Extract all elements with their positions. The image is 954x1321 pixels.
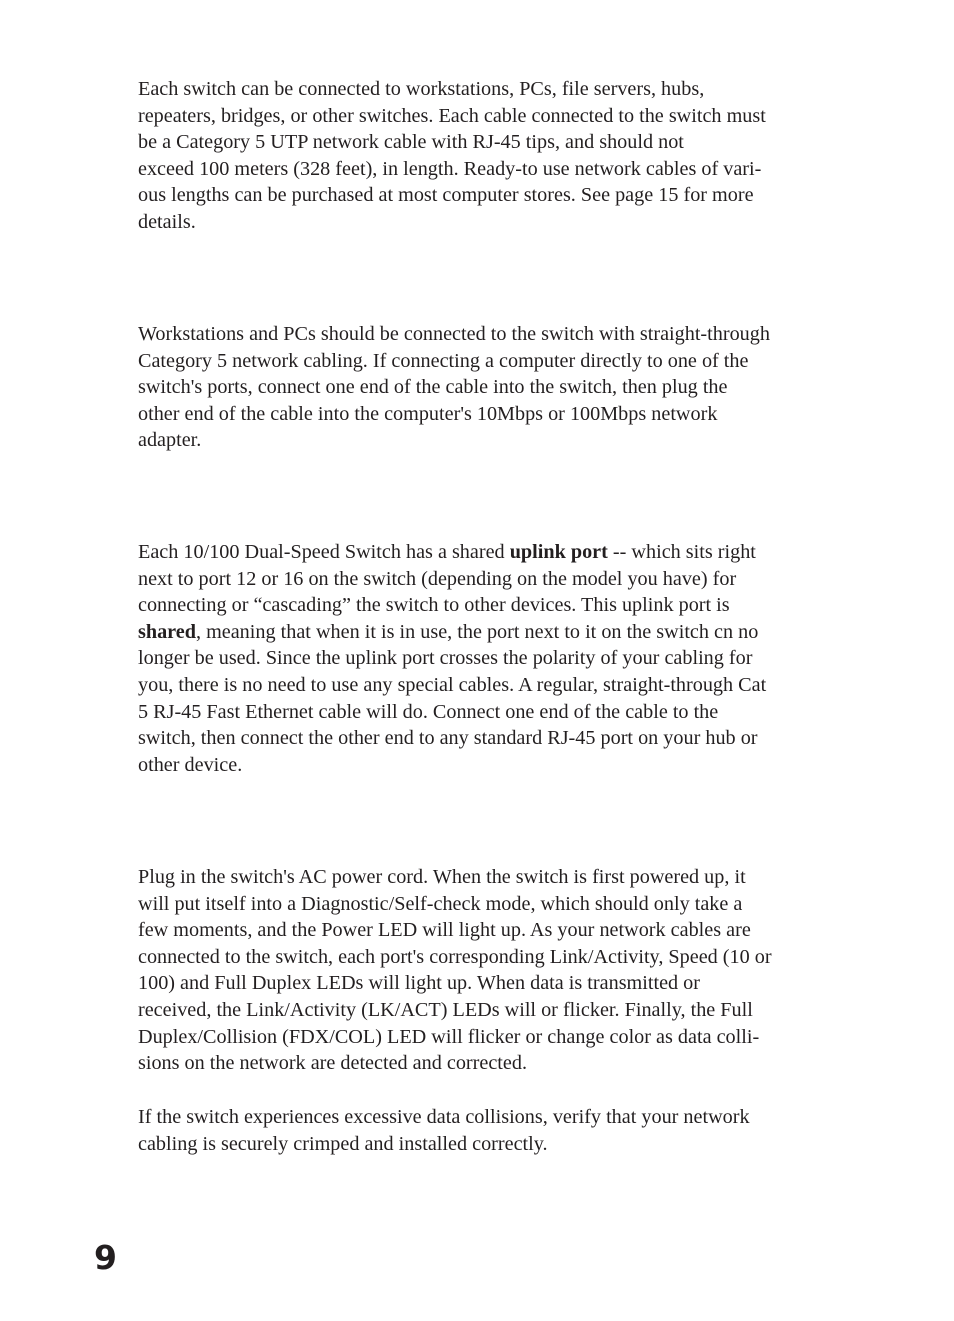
text-line: ous lengths can be purchased at most computer stores. See page 15 for more xyxy=(138,184,754,207)
text-line: Each switch can be connected to workstations, PCs, file servers, hubs, xyxy=(138,78,705,100)
text-segment: -- which sits right xyxy=(607,541,756,563)
text-line: If the switch experiences excessive data collisions, verify that your network xyxy=(138,1106,750,1128)
text-line: Duplex/Collision (FDX/COL) LED will flicker or change color as data colli- xyxy=(138,1025,760,1048)
text-line: longer be used. Since the uplink port crosses the polarity of your cabling for xyxy=(138,647,753,670)
paragraph-cable-requirements xyxy=(138,76,844,236)
text-segment: Each 10/100 Dual-Speed Switch has a shared xyxy=(138,541,510,563)
text-line xyxy=(138,539,844,566)
text-line xyxy=(138,619,844,646)
text-line: be a Category 5 UTP network cable with RJ-45 tips, and should not xyxy=(138,131,684,154)
paragraph-collisions xyxy=(138,1104,844,1157)
paragraph-uplink-port xyxy=(138,539,844,778)
text-line: switch's ports, connect one end of the cable into the switch, then plug the xyxy=(138,376,728,399)
text-line: you, there is no need to use any special cables. A regular, straight-through Cat xyxy=(138,673,767,696)
text-line: Plug in the switch's AC power cord. When the switch is first powered up, it xyxy=(138,866,746,888)
page-number: 9 xyxy=(94,1238,117,1277)
text-line: sions on the network are detected and corrected. xyxy=(138,1052,528,1075)
text-line: 100) and Full Duplex LEDs will light up. When data is transmitted or xyxy=(138,972,700,995)
text-line: other end of the cable into the computer's 10Mbps or 100Mbps network xyxy=(138,402,718,425)
text-line: connected to the switch, each port's corresponding Link/Activity, Speed (10 or xyxy=(138,945,772,968)
text-line: Workstations and PCs should be connected to the switch with straight-through xyxy=(138,323,770,345)
text-line: details. xyxy=(138,210,196,233)
text-line: switch, then connect the other end to any standard RJ-45 port on your hub or xyxy=(138,727,758,750)
bold-term-shared: shared xyxy=(138,620,196,643)
text-line: connecting or “cascading” the switch to other devices. This uplink port is xyxy=(138,594,730,617)
text-line: exceed 100 meters (328 feet), in length. Ready-to use network cables of vari- xyxy=(138,157,762,180)
text-line: other device. xyxy=(138,753,243,776)
text-line: cabling is securely crimped and installed correctly. xyxy=(138,1132,548,1155)
text-line: Category 5 network cabling. If connecting a computer directly to one of the xyxy=(138,349,749,372)
text-line: few moments, and the Power LED will light up. As your network cables are xyxy=(138,919,751,942)
paragraph-connecting-workstations xyxy=(138,321,844,454)
paragraph-power-leds xyxy=(138,864,844,1077)
text-line: next to port 12 or 16 on the switch (depending on the model you have) for xyxy=(138,567,737,590)
text-line: will put itself into a Diagnostic/Self-check mode, which should only take a xyxy=(138,892,743,915)
text-line: 5 RJ-45 Fast Ethernet cable will do. Connect one end of the cable to the xyxy=(138,700,719,723)
text-line: received, the Link/Activity (LK/ACT) LEDs will or flicker. Finally, the Full xyxy=(138,998,753,1021)
text-segment: , meaning that when it is in use, the port next to it on the switch cn no xyxy=(195,620,759,643)
text-line: repeaters, bridges, or other switches. Each cable connected to the switch must xyxy=(138,104,766,127)
text-line: adapter. xyxy=(138,429,202,452)
bold-term-uplink-port: uplink port xyxy=(509,541,608,563)
